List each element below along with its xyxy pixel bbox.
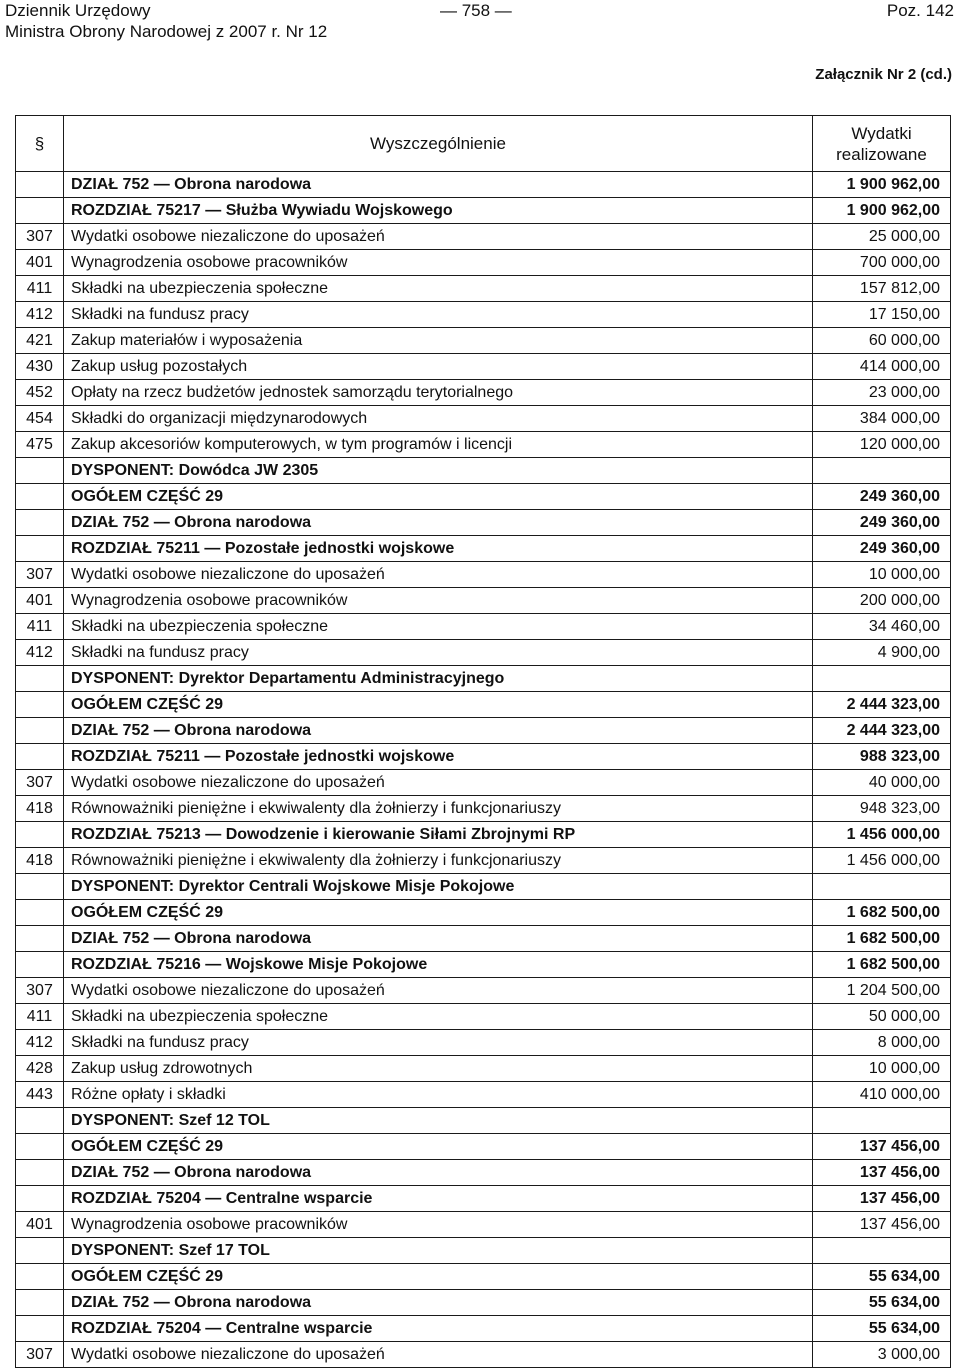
row-code: 307 xyxy=(16,770,64,796)
row-amount: 249 360,00 xyxy=(813,510,951,536)
row-amount: 23 000,00 xyxy=(813,380,951,406)
row-code: 307 xyxy=(16,978,64,1004)
row-amount xyxy=(813,874,951,900)
table-row xyxy=(16,458,951,484)
table-row xyxy=(16,1160,951,1186)
row-code xyxy=(16,926,64,952)
table-row xyxy=(16,172,951,198)
table-header-row xyxy=(16,116,951,172)
table-row xyxy=(16,1004,951,1030)
row-amount: 384 000,00 xyxy=(813,406,951,432)
row-amount: 4 900,00 xyxy=(813,640,951,666)
row-label: OGÓŁEM CZĘŚĆ 29 xyxy=(64,484,813,510)
row-amount: 3 000,00 xyxy=(813,1342,951,1368)
row-label: DZIAŁ 752 — Obrona narodowa xyxy=(64,1160,813,1186)
table-row xyxy=(16,380,951,406)
row-amount: 700 000,00 xyxy=(813,250,951,276)
row-label: DZIAŁ 752 — Obrona narodowa xyxy=(64,1290,813,1316)
row-code xyxy=(16,666,64,692)
table-row xyxy=(16,692,951,718)
row-code: 452 xyxy=(16,380,64,406)
row-label: Zakup usług pozostałych xyxy=(64,354,813,380)
table-row xyxy=(16,1082,951,1108)
table-row xyxy=(16,1342,951,1368)
table-row xyxy=(16,666,951,692)
row-label: Opłaty na rzecz budżetów jednostek samorządu terytorialnego xyxy=(64,380,813,406)
table-row xyxy=(16,432,951,458)
row-amount: 948 323,00 xyxy=(813,796,951,822)
page-number: — 758 — xyxy=(440,1,512,20)
row-label: ROZDZIAŁ 75216 — Wojskowe Misje Pokojowe xyxy=(64,952,813,978)
table-row xyxy=(16,328,951,354)
row-label: DZIAŁ 752 — Obrona narodowa xyxy=(64,718,813,744)
row-label: Składki na fundusz pracy xyxy=(64,1030,813,1056)
table-row xyxy=(16,224,951,250)
row-amount: 137 456,00 xyxy=(813,1212,951,1238)
row-label: DYSPONENT: Dyrektor Centrali Wojskowe Misje Pokojowe xyxy=(64,874,813,900)
row-label: Różne opłaty i składki xyxy=(64,1082,813,1108)
row-amount: 410 000,00 xyxy=(813,1082,951,1108)
table-row xyxy=(16,952,951,978)
row-amount xyxy=(813,1108,951,1134)
table-row xyxy=(16,484,951,510)
journal-title: Dziennik Urzędowy xyxy=(5,1,151,20)
row-label: DZIAŁ 752 — Obrona narodowa xyxy=(64,510,813,536)
row-label: DZIAŁ 752 — Obrona narodowa xyxy=(64,926,813,952)
table-row xyxy=(16,354,951,380)
row-label: Składki na ubezpieczenia społeczne xyxy=(64,614,813,640)
row-amount: 50 000,00 xyxy=(813,1004,951,1030)
row-amount: 8 000,00 xyxy=(813,1030,951,1056)
row-code: 412 xyxy=(16,1030,64,1056)
row-label: ROZDZIAŁ 75217 — Służba Wywiadu Wojskowego xyxy=(64,198,813,224)
row-code xyxy=(16,510,64,536)
row-amount xyxy=(813,1238,951,1264)
row-code xyxy=(16,1264,64,1290)
row-label: ROZDZIAŁ 75204 — Centralne wsparcie xyxy=(64,1186,813,1212)
ministry-line: Ministra Obrony Narodowej z 2007 r. Nr 12 xyxy=(5,22,328,41)
row-code: 411 xyxy=(16,614,64,640)
row-code xyxy=(16,744,64,770)
row-code: 418 xyxy=(16,848,64,874)
row-code: 401 xyxy=(16,250,64,276)
row-code: 411 xyxy=(16,276,64,302)
row-amount: 55 634,00 xyxy=(813,1316,951,1342)
row-amount: 1 682 500,00 xyxy=(813,900,951,926)
row-code xyxy=(16,484,64,510)
row-amount: 10 000,00 xyxy=(813,1056,951,1082)
row-label: Składki na ubezpieczenia społeczne xyxy=(64,1004,813,1030)
row-code: 411 xyxy=(16,1004,64,1030)
table-row xyxy=(16,874,951,900)
table-row xyxy=(16,406,951,432)
row-amount: 137 456,00 xyxy=(813,1160,951,1186)
row-amount xyxy=(813,666,951,692)
row-amount: 157 812,00 xyxy=(813,276,951,302)
table-row xyxy=(16,536,951,562)
table-row xyxy=(16,1316,951,1342)
table-row xyxy=(16,900,951,926)
row-amount: 17 150,00 xyxy=(813,302,951,328)
row-code: 418 xyxy=(16,796,64,822)
row-code: 307 xyxy=(16,562,64,588)
row-code: 412 xyxy=(16,302,64,328)
row-code xyxy=(16,1108,64,1134)
table-row xyxy=(16,822,951,848)
row-label: ROZDZIAŁ 75211 — Pozostałe jednostki wojskowe xyxy=(64,744,813,770)
header-description: Wyszczególnienie xyxy=(64,116,813,172)
row-label: Wynagrodzenia osobowe pracowników xyxy=(64,1212,813,1238)
row-amount: 137 456,00 xyxy=(813,1186,951,1212)
row-label: Składki na fundusz pracy xyxy=(64,302,813,328)
row-amount: 200 000,00 xyxy=(813,588,951,614)
row-amount: 120 000,00 xyxy=(813,432,951,458)
table-row xyxy=(16,1108,951,1134)
table-row xyxy=(16,640,951,666)
row-code xyxy=(16,1290,64,1316)
row-label: DYSPONENT: Szef 17 TOL xyxy=(64,1238,813,1264)
table-row xyxy=(16,588,951,614)
row-amount: 2 444 323,00 xyxy=(813,718,951,744)
table-row xyxy=(16,1290,951,1316)
row-label: Wydatki osobowe niezaliczone do uposażeń xyxy=(64,770,813,796)
row-amount: 249 360,00 xyxy=(813,536,951,562)
row-label: Równoważniki pieniężne i ekwiwalenty dla żołnierzy i funkcjonariuszy xyxy=(64,848,813,874)
row-label: Składki do organizacji międzynarodowych xyxy=(64,406,813,432)
row-label: OGÓŁEM CZĘŚĆ 29 xyxy=(64,1134,813,1160)
row-label: Zakup materiałów i wyposażenia xyxy=(64,328,813,354)
row-code xyxy=(16,536,64,562)
row-amount: 10 000,00 xyxy=(813,562,951,588)
row-label: DYSPONENT: Szef 12 TOL xyxy=(64,1108,813,1134)
row-amount: 1 900 962,00 xyxy=(813,172,951,198)
row-amount: 137 456,00 xyxy=(813,1134,951,1160)
row-amount xyxy=(813,458,951,484)
row-code: 421 xyxy=(16,328,64,354)
table-row xyxy=(16,770,951,796)
page-header xyxy=(0,0,960,44)
table-row xyxy=(16,1056,951,1082)
row-code: 428 xyxy=(16,1056,64,1082)
row-code: 307 xyxy=(16,224,64,250)
row-label: Zakup akcesoriów komputerowych, w tym programów i licencji xyxy=(64,432,813,458)
row-label: ROZDZIAŁ 75213 — Dowodzenie i kierowanie Siłami Zbrojnymi RP xyxy=(64,822,813,848)
row-amount: 988 323,00 xyxy=(813,744,951,770)
row-amount: 25 000,00 xyxy=(813,224,951,250)
row-code xyxy=(16,198,64,224)
row-amount: 40 000,00 xyxy=(813,770,951,796)
row-label: Równoważniki pieniężne i ekwiwalenty dla żołnierzy i funkcjonariuszy xyxy=(64,796,813,822)
row-code xyxy=(16,1186,64,1212)
row-amount: 1 456 000,00 xyxy=(813,822,951,848)
row-code xyxy=(16,718,64,744)
row-code xyxy=(16,952,64,978)
table-row xyxy=(16,796,951,822)
row-amount: 55 634,00 xyxy=(813,1290,951,1316)
row-code xyxy=(16,1134,64,1160)
row-amount: 1 204 500,00 xyxy=(813,978,951,1004)
row-code: 430 xyxy=(16,354,64,380)
table-row xyxy=(16,1212,951,1238)
row-code xyxy=(16,874,64,900)
row-label: DZIAŁ 752 — Obrona narodowa xyxy=(64,172,813,198)
table-row xyxy=(16,978,951,1004)
table-row xyxy=(16,276,951,302)
table-row xyxy=(16,718,951,744)
row-label: DYSPONENT: Dowódca JW 2305 xyxy=(64,458,813,484)
row-amount: 1 900 962,00 xyxy=(813,198,951,224)
row-code xyxy=(16,1238,64,1264)
table-row xyxy=(16,848,951,874)
row-code xyxy=(16,900,64,926)
row-label: Zakup usług zdrowotnych xyxy=(64,1056,813,1082)
table-row xyxy=(16,302,951,328)
row-label: Wydatki osobowe niezaliczone do uposażeń xyxy=(64,224,813,250)
row-label: Składki na ubezpieczenia społeczne xyxy=(64,276,813,302)
row-code: 401 xyxy=(16,1212,64,1238)
row-label: ROZDZIAŁ 75211 — Pozostałe jednostki wojskowe xyxy=(64,536,813,562)
row-code xyxy=(16,822,64,848)
row-amount: 1 682 500,00 xyxy=(813,926,951,952)
row-label: Składki na fundusz pracy xyxy=(64,640,813,666)
row-amount: 55 634,00 xyxy=(813,1264,951,1290)
table-row xyxy=(16,1134,951,1160)
header-amount: Wydatki realizowane xyxy=(813,116,951,172)
row-code xyxy=(16,1316,64,1342)
row-code xyxy=(16,172,64,198)
row-label: Wynagrodzenia osobowe pracowników xyxy=(64,250,813,276)
row-code xyxy=(16,458,64,484)
row-amount: 34 460,00 xyxy=(813,614,951,640)
row-label: Wydatki osobowe niezaliczone do uposażeń xyxy=(64,1342,813,1368)
table-row xyxy=(16,614,951,640)
row-label: OGÓŁEM CZĘŚĆ 29 xyxy=(64,1264,813,1290)
row-amount: 249 360,00 xyxy=(813,484,951,510)
row-amount: 60 000,00 xyxy=(813,328,951,354)
table-row xyxy=(16,1264,951,1290)
row-label: Wynagrodzenia osobowe pracowników xyxy=(64,588,813,614)
row-code: 454 xyxy=(16,406,64,432)
header-paragraph: § xyxy=(16,116,64,172)
table-row xyxy=(16,562,951,588)
table-row xyxy=(16,510,951,536)
row-code: 475 xyxy=(16,432,64,458)
row-label: OGÓŁEM CZĘŚĆ 29 xyxy=(64,900,813,926)
row-label: ROZDZIAŁ 75204 — Centralne wsparcie xyxy=(64,1316,813,1342)
row-code: 401 xyxy=(16,588,64,614)
row-label: OGÓŁEM CZĘŚĆ 29 xyxy=(64,692,813,718)
table-row xyxy=(16,1238,951,1264)
row-amount: 2 444 323,00 xyxy=(813,692,951,718)
position-number: Poz. 142 xyxy=(886,1,954,20)
table-row xyxy=(16,250,951,276)
table-row xyxy=(16,1186,951,1212)
table-row xyxy=(16,926,951,952)
row-code xyxy=(16,692,64,718)
row-amount: 1 456 000,00 xyxy=(813,848,951,874)
budget-table xyxy=(15,115,951,1368)
row-amount: 1 682 500,00 xyxy=(813,952,951,978)
row-code: 412 xyxy=(16,640,64,666)
row-label: Wydatki osobowe niezaliczone do uposażeń xyxy=(64,562,813,588)
table-row xyxy=(16,1030,951,1056)
annex-label: Załącznik Nr 2 (cd.) xyxy=(815,66,952,83)
table-row xyxy=(16,198,951,224)
table-body xyxy=(16,172,951,1368)
row-label: DYSPONENT: Dyrektor Departamentu Administracyjnego xyxy=(64,666,813,692)
row-label: Wydatki osobowe niezaliczone do uposażeń xyxy=(64,978,813,1004)
row-code: 307 xyxy=(16,1342,64,1368)
row-code xyxy=(16,1160,64,1186)
row-amount: 414 000,00 xyxy=(813,354,951,380)
row-code: 443 xyxy=(16,1082,64,1108)
table-row xyxy=(16,744,951,770)
